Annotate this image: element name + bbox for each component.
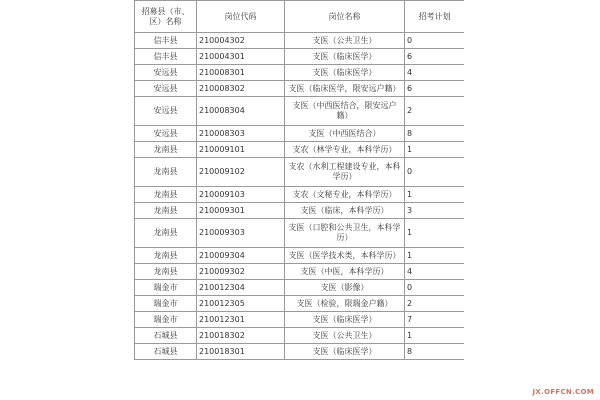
cell-county: 龙南县 — [135, 248, 197, 264]
cell-plan: 6 — [405, 49, 465, 65]
cell-position-name: 支医（临床医学） — [285, 49, 405, 65]
cell-code: 210009103 — [197, 187, 285, 203]
cell-position-name: 支农（文秘专业，本科学历） — [285, 187, 405, 203]
cell-code: 210009101 — [197, 142, 285, 158]
cell-code: 210012301 — [197, 312, 285, 328]
cell-code: 210018301 — [197, 344, 285, 360]
cell-code: 210012305 — [197, 296, 285, 312]
cell-position-name: 支医（医学技术类，本科学历） — [285, 248, 405, 264]
cell-plan: 2 — [405, 97, 465, 126]
table-row — [135, 49, 465, 65]
table-row — [135, 187, 465, 203]
table-row — [135, 219, 465, 248]
table-row — [135, 65, 465, 81]
cell-position-name: 支医（临床医学） — [285, 312, 405, 328]
cell-code: 210009304 — [197, 248, 285, 264]
table-row — [135, 280, 465, 296]
header-plan: 招考计划 — [405, 1, 465, 33]
table-row — [135, 248, 465, 264]
cell-position-name: 支医（中西医结合） — [285, 126, 405, 142]
cell-plan: 7 — [405, 312, 465, 328]
cell-county: 安远县 — [135, 126, 197, 142]
watermark: JX.OFFCN.COM — [532, 388, 594, 396]
cell-county: 安远县 — [135, 81, 197, 97]
cell-position-name: 支医（检验，限瑞金户籍） — [285, 296, 405, 312]
cell-position-name: 支医（公共卫生） — [285, 33, 405, 49]
table-row — [135, 33, 465, 49]
cell-plan: 1 — [405, 142, 465, 158]
table-row — [135, 328, 465, 344]
recruitment-table — [134, 0, 464, 360]
cell-county: 瑞金市 — [135, 296, 197, 312]
table-body — [135, 33, 465, 360]
table-row — [135, 158, 465, 187]
table-row — [135, 344, 465, 360]
cell-code: 210004301 — [197, 49, 285, 65]
cell-position-name: 支农（林学专业，本科学历） — [285, 142, 405, 158]
cell-county: 龙南县 — [135, 142, 197, 158]
recruitment-table-sheet — [134, 0, 464, 400]
cell-code: 210012304 — [197, 280, 285, 296]
cell-code: 210018302 — [197, 328, 285, 344]
cell-position-name: 支医（临床，本科学历） — [285, 203, 405, 219]
cell-code: 210008303 — [197, 126, 285, 142]
cell-plan: 4 — [405, 264, 465, 280]
cell-plan: 2 — [405, 296, 465, 312]
cell-code: 210008301 — [197, 65, 285, 81]
table-row — [135, 126, 465, 142]
table-row — [135, 264, 465, 280]
cell-code: 210009303 — [197, 219, 285, 248]
cell-code: 210008304 — [197, 97, 285, 126]
cell-county: 龙南县 — [135, 187, 197, 203]
cell-plan: 1 — [405, 219, 465, 248]
cell-county: 瑞金市 — [135, 312, 197, 328]
cell-county: 安远县 — [135, 97, 197, 126]
cell-plan: 6 — [405, 81, 465, 97]
cell-county: 信丰县 — [135, 49, 197, 65]
cell-plan: 4 — [405, 65, 465, 81]
cell-code: 210009102 — [197, 158, 285, 187]
cell-county: 安远县 — [135, 65, 197, 81]
cell-position-name: 支医（临床医学，限安远户籍） — [285, 81, 405, 97]
cell-plan: 8 — [405, 126, 465, 142]
cell-code: 210009301 — [197, 203, 285, 219]
cell-position-name: 支医（临床医学） — [285, 344, 405, 360]
cell-county: 龙南县 — [135, 158, 197, 187]
cell-position-name: 支医（临床医学） — [285, 65, 405, 81]
cell-plan: 0 — [405, 33, 465, 49]
cell-county: 信丰县 — [135, 33, 197, 49]
table-row — [135, 97, 465, 126]
cell-position-name: 支医（影像） — [285, 280, 405, 296]
cell-county: 瑞金市 — [135, 280, 197, 296]
table-row — [135, 142, 465, 158]
cell-code: 210009302 — [197, 264, 285, 280]
cell-position-name: 支医（中西医结合，限安远户籍） — [285, 97, 405, 126]
cell-position-name: 支医（口腔和公共卫生，本科学历） — [285, 219, 405, 248]
table-row — [135, 296, 465, 312]
cell-plan: 1 — [405, 248, 465, 264]
cell-position-name: 支农（水利工程建设专业，本科学历） — [285, 158, 405, 187]
cell-county: 龙南县 — [135, 264, 197, 280]
table-row — [135, 312, 465, 328]
cell-county: 龙南县 — [135, 219, 197, 248]
table-header-row — [135, 1, 465, 33]
header-name: 岗位名称 — [285, 1, 405, 33]
cell-county: 石城县 — [135, 344, 197, 360]
cell-plan: 0 — [405, 158, 465, 187]
cell-position-name: 支医（中医，本科学历） — [285, 264, 405, 280]
cell-county: 龙南县 — [135, 203, 197, 219]
cell-code: 210004302 — [197, 33, 285, 49]
cell-plan: 1 — [405, 187, 465, 203]
cell-plan: 8 — [405, 344, 465, 360]
cell-code: 210008302 — [197, 81, 285, 97]
header-code: 岗位代码 — [197, 1, 285, 33]
header-county: 招募县（市、区）名称 — [135, 1, 197, 33]
cell-plan: 1 — [405, 328, 465, 344]
cell-position-name: 支医（公共卫生） — [285, 328, 405, 344]
cell-plan: 3 — [405, 203, 465, 219]
cell-plan: 0 — [405, 280, 465, 296]
table-row — [135, 81, 465, 97]
cell-county: 石城县 — [135, 328, 197, 344]
table-row — [135, 203, 465, 219]
